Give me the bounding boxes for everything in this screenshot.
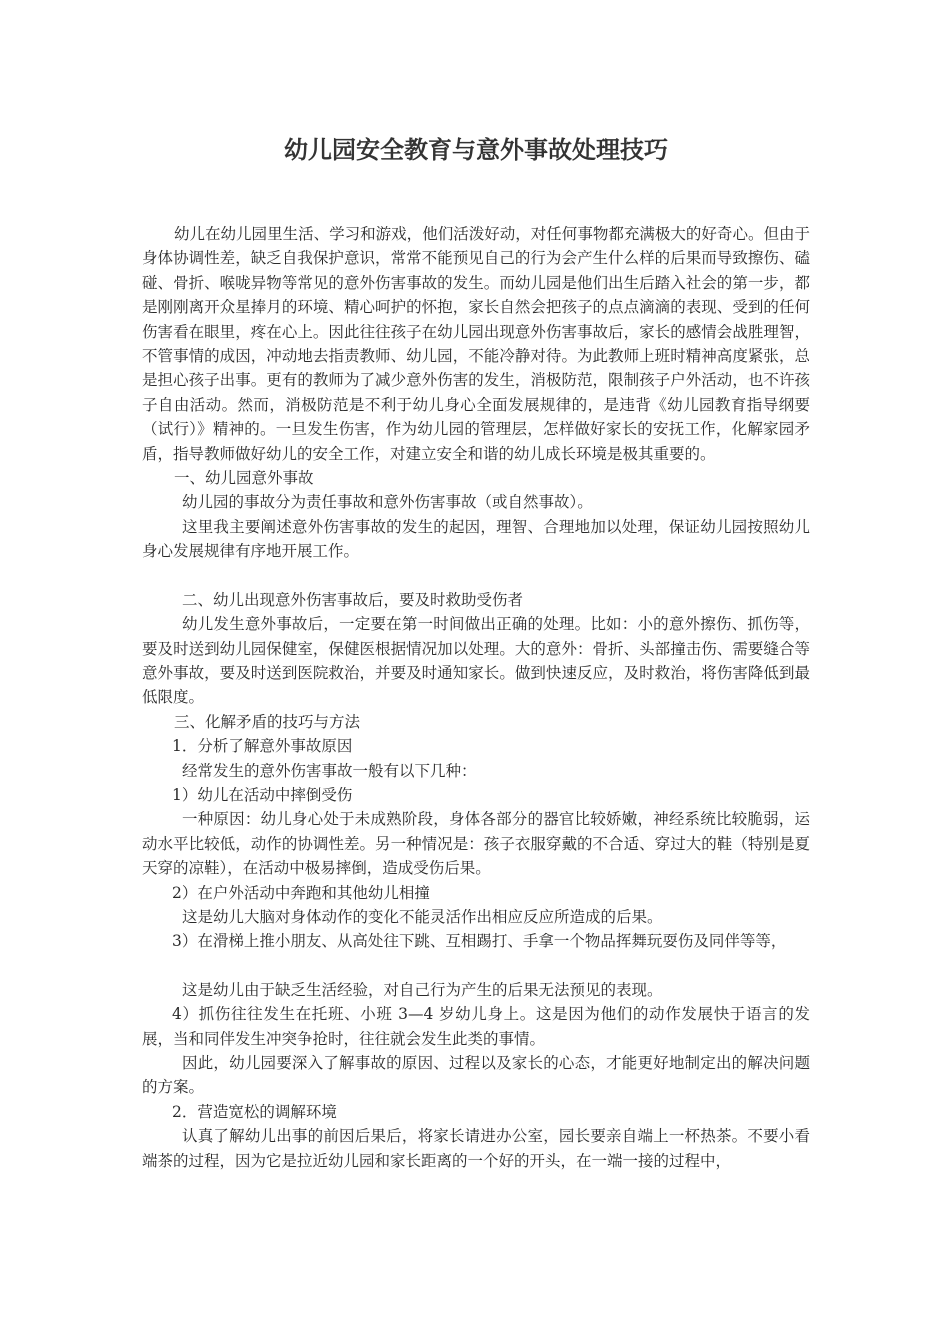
document-title: 幼儿园安全教育与意外事故处理技巧 — [284, 135, 668, 164]
cause-item-3-text: 这是幼儿由于缺乏生活经验，对自己行为产生的后果无法预见的表现。 — [182, 980, 663, 999]
cause-item-1: 1）幼儿在活动中摔倒受伤 — [172, 785, 353, 804]
section1-paragraph-1: 幼儿园的事故分为责任事故和意外伤害事故（或自然事故）。 — [182, 493, 593, 512]
section1-paragraph-2: 这里我主要阐述意外伤害事故的发生的起因，理智、合理地加以处理，保证幼儿园按照幼儿身心发展规律有序地开展工作。 — [142, 517, 810, 561]
cause-item-4: 4）抓伤往往发生在托班、小班 3—4 岁幼儿身上。这是因为他们的动作发展快于语言的发展，当和同伴发生冲突争抢时，往往就会发生此类的事情。 — [142, 1005, 810, 1048]
section2-heading: 二、幼儿出现意外伤害事故后，要及时救助受伤者 — [182, 590, 524, 609]
section3-heading: 三、化解矛盾的技巧与方法 — [174, 712, 361, 731]
section3-subheading-2: 2．营造宽松的调解环境 — [172, 1102, 337, 1121]
section3-conclusion: 因此，幼儿园要深入了解事故的原因、过程以及家长的心态，才能更好地制定出的解决问题的方案。 — [142, 1054, 810, 1097]
cause-item-3: 3）在滑梯上推小朋友、从高处往下跳、互相踢打、手拿一个物品挥舞玩耍伤及同伴等等， — [172, 932, 787, 951]
blank-line — [142, 564, 810, 588]
section3-subheading-1: 1．分析了解意外事故原因 — [172, 737, 353, 756]
cause-item-1-text: 一种原因：幼儿身心处于未成熟阶段，身体各部分的器官比较娇嫩，神经系统比较脆弱，运动水平比较低，动作的协调性差。另一种情况是：孩子衣服穿戴的不合适、穿过大的鞋（特别是夏天穿的凉鞋），在活动中极易摔倒，造成受伤后果。 — [142, 810, 810, 878]
section2-paragraph: 幼儿发生意外事故后，一定要在第一时间做出正确的处理。比如：小的意外擦伤、抓伤等，要及时送到幼儿园保健室，保健医根据情况加以处理。大的意外：骨折、头部撞击伤、需要缝合等意外事故，要及时送到医院救治，并要及时通知家长。做到快速反应，及时救治，将伤害降低到最低限度。 — [142, 615, 810, 707]
cause-item-2-text: 这是幼儿大脑对身体动作的变化不能灵活作出相应反应所造成的后果。 — [182, 907, 663, 926]
cause-item-2: 2）在户外活动中奔跑和其他幼儿相撞 — [172, 883, 430, 902]
section3-sub1-intro: 经常发生的意外伤害事故一般有以下几种： — [182, 761, 477, 780]
section3-sub2-text: 认真了解幼儿出事的前因后果后，将家长请进办公室，园长要亲自端上一杯热茶。不要小看端茶的过程，因为它是拉近幼儿园和家长距离的一个好的开头，在一端一接的过程中， — [142, 1127, 810, 1170]
section1-heading: 一、幼儿园意外事故 — [174, 469, 314, 488]
intro-paragraph: 幼儿在幼儿园里生活、学习和游戏，他们活泼好动，对任何事物都充满极大的好奇心。但由于身体协调性差，缺乏自我保护意识，常常不能预见自己的行为会产生什么样的后果而导致擦伤、磕碰、骨折、喉咙异物等常见的意外伤害事故的发生。而幼儿园是他们出生后踏入社会的第一步，都是刚刚离开众星捧月的环境、精心呵护的怀抱，家长自然会把孩子的点点滴滴的表现、受到的任何伤害看在眼里，疼在心上。因此往往孩子在幼儿园出现意外伤害事故后，家长的感情会战胜理智，不管事情的成因，冲动地去指责教师、幼儿园，不能冷静对待。为此教师上班时精神高度紧张，总是担心孩子出事。更有的教师为了减少意外伤害的发生，消极防范，限制孩子户外活动，也不许孩子自由活动。然而，消极防范是不利于幼儿身心全面发展规律的，是违背《幼儿园教育指导纲要（试行）》精神的。一旦发生伤害，作为幼儿园的管理层，怎样做好家长的安抚工作，化解家园矛盾，指导教师做好幼儿的安全工作，对建立安全和谐的幼儿成长环境是极其重要的。 — [142, 225, 810, 463]
blank-line — [142, 954, 810, 978]
